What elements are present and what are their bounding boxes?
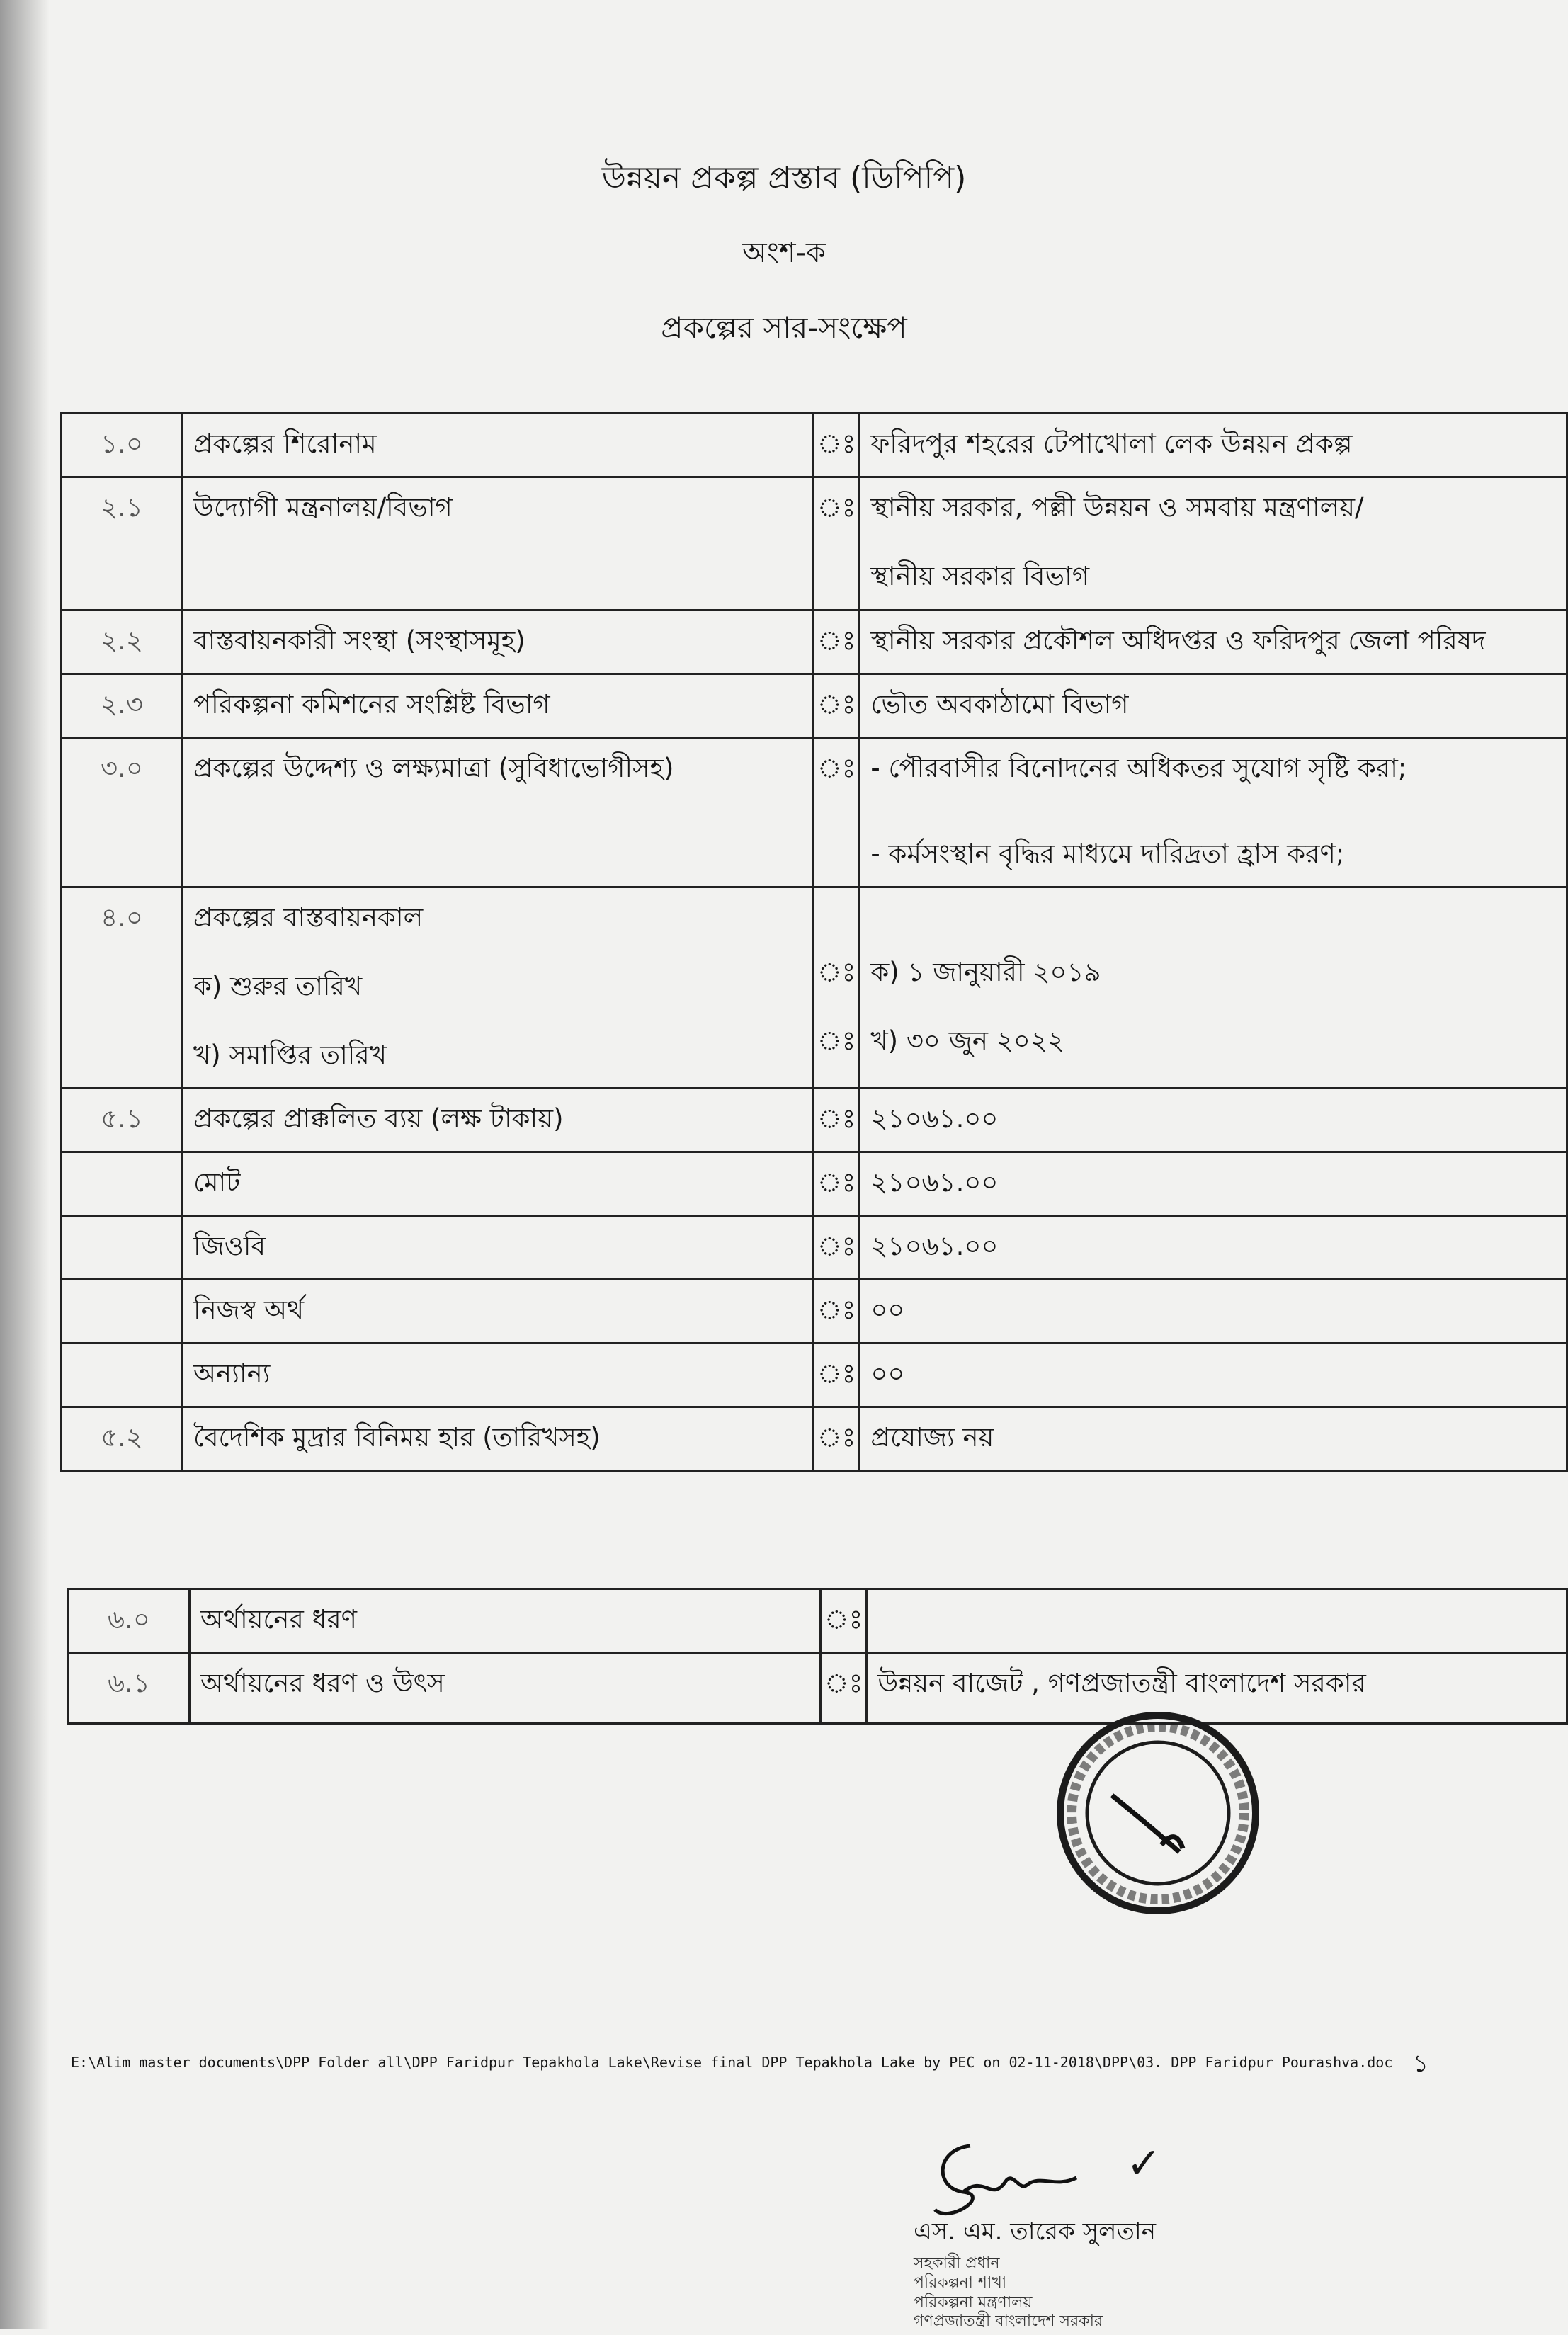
table-row [62, 1089, 1567, 1152]
colon: ঃ [814, 1216, 860, 1280]
row-label: অর্থায়নের ধরণ ও উৎস [190, 1653, 821, 1724]
part-label: অংশ-ক [742, 237, 826, 269]
row-value [867, 1589, 1567, 1653]
value-line: - পৌরবাসীর বিনোদনের অধিকতর সুযোগ সৃষ্টি করা; [870, 753, 1407, 783]
row-label: প্রকল্পের প্রাক্কলিত ব্যয় (লক্ষ টাকায়) [183, 1089, 814, 1152]
table-row [62, 887, 1567, 1089]
row-number: ২.২ [62, 610, 183, 674]
value-line: স্থানীয় সরকার বিভাগ [870, 561, 1090, 591]
table-row [62, 1280, 1567, 1343]
row-number: ৬.০ [69, 1589, 190, 1653]
colon: ঃ [814, 477, 860, 610]
row-number: ৫.১ [62, 1089, 183, 1152]
colon: ঃ [814, 1407, 860, 1471]
row-value: স্থানীয় সরকার প্রকৌশল অধিদপ্তর ও ফরিদপুর জেলা পরিষদ [860, 610, 1567, 674]
row-value: ভৌত অবকাঠামো বিভাগ [860, 674, 1567, 738]
row-label: উদ্যোগী মন্ত্রনালয়/বিভাগ [183, 477, 814, 610]
table-row [69, 1653, 1567, 1724]
start-date-label: ক) শুরুর তারিখ [193, 971, 363, 1001]
colon: ঃ [814, 674, 860, 738]
table-row [62, 674, 1567, 738]
row-label: অন্যান্য [183, 1343, 814, 1407]
colon: ঃ [814, 414, 860, 477]
row-label [183, 887, 814, 1089]
row-number: ৪.০ [62, 887, 183, 1089]
row-label: প্রকল্পের উদ্দেশ্য ও লক্ষ্যমাত্রা (সুবিধাভোগীসহ) [183, 738, 814, 887]
table-row [62, 1407, 1567, 1471]
table-row [62, 1343, 1567, 1407]
table-row [62, 738, 1567, 887]
row-label: বাস্তবায়নকারী সংস্থা (সংস্থাসমূহ) [183, 610, 814, 674]
end-date-label: খ) সমাপ্তির তারিখ [193, 1040, 387, 1070]
colon: ঃ [821, 1653, 867, 1724]
table-row [62, 414, 1567, 477]
row-label: পরিকল্পনা কমিশনের সংশ্লিষ্ট বিভাগ [183, 674, 814, 738]
table-row [62, 477, 1567, 610]
row-number: ১.০ [62, 414, 183, 477]
signatory-designation: পরিকল্পনা মন্ত্রণালয় [914, 2294, 1033, 2312]
table-row [62, 1152, 1567, 1216]
row-number: ৬.১ [69, 1653, 190, 1724]
start-date-value: ক) ১ জানুয়ারী ২০১৯ [870, 957, 1101, 987]
table-row [62, 610, 1567, 674]
colon: ঃ [814, 1089, 860, 1152]
colon: ঃ [814, 1343, 860, 1407]
row-value: ০০ [860, 1343, 1567, 1407]
signatory-name: এস. এম. তারেক সুলতান [914, 2217, 1157, 2246]
summary-table [60, 412, 1568, 1472]
row-value: উন্নয়ন বাজেট , গণপ্রজাতন্ত্রী বাংলাদেশ সরকার [867, 1653, 1567, 1724]
colon: ঃ [814, 1280, 860, 1343]
row-value: ২১০৬১.০০ [860, 1152, 1567, 1216]
document-title: উন্নয়ন প্রকল্প প্রস্তাব (ডিপিপি) [601, 160, 967, 196]
page-number: ১ [1413, 2050, 1429, 2078]
file-path: E:\Alim master documents\DPP Folder all\DPP Faridpur Tepakhola Lake\Revise final DPP Tepakhola Lake by PEC on 02-11-2018\DPP\03. DPP Faridpur Pourashva.doc [71, 2054, 1393, 2071]
row-value [860, 477, 1567, 610]
row-value: ফরিদপুর শহরের টেপাখোলা লেক উন্নয়ন প্রকল্প [860, 414, 1567, 477]
colon: ঃ [821, 1589, 867, 1653]
row-value [860, 887, 1567, 1089]
official-seal [1055, 1710, 1261, 1916]
row-label: অর্থায়নের ধরণ [190, 1589, 821, 1653]
table-row [62, 1216, 1567, 1280]
colon: ঃ [814, 1152, 860, 1216]
row-value: প্রযোজ্য নয় [860, 1407, 1567, 1471]
period-label: প্রকল্পের বাস্তবায়নকাল [193, 902, 424, 933]
end-date-value: খ) ৩০ জুন ২০২২ [870, 1026, 1064, 1056]
colon: ঃ ঃ [814, 887, 860, 1089]
row-number: ৫.২ [62, 1407, 183, 1471]
signatory-designation: পরিকল্পনা শাখা [914, 2274, 1007, 2292]
signatory-designation: সহকারী প্রধান [914, 2254, 1000, 2272]
row-number: ৩.০ [62, 738, 183, 887]
row-label: প্রকল্পের শিরোনাম [183, 414, 814, 477]
row-value [860, 738, 1567, 887]
row-value: ২১০৬১.০০ [860, 1089, 1567, 1152]
row-label: মোট [183, 1152, 814, 1216]
signatory-designation: গণপ্রজাতন্ত্রী বাংলাদেশ সরকার [914, 2312, 1103, 2330]
row-value: ০০ [860, 1280, 1567, 1343]
colon: ঃ [814, 738, 860, 887]
check-mark-icon: ✓ [1126, 2139, 1162, 2188]
financing-table [67, 1588, 1568, 1725]
row-label: জিওবি [183, 1216, 814, 1280]
row-value: ২১০৬১.০০ [860, 1216, 1567, 1280]
colon: ঃ [814, 610, 860, 674]
row-number: ২.৩ [62, 674, 183, 738]
table-row [69, 1589, 1567, 1653]
row-label: নিজস্ব অর্থ [183, 1280, 814, 1343]
document-subtitle: প্রকল্পের সার-সংক্ষেপ [661, 310, 907, 345]
row-label: বৈদেশিক মুদ্রার বিনিময় হার (তারিখসহ) [183, 1407, 814, 1471]
row-number: ২.১ [62, 477, 183, 610]
value-line: - কর্মসংস্থান বৃদ্ধির মাধ্যমে দারিদ্রতা হ্রাস করণ; [870, 839, 1345, 869]
value-line: স্থানীয় সরকার, পল্লী উন্নয়ন ও সমবায় মন্ত্রণালয়/ [870, 492, 1364, 523]
